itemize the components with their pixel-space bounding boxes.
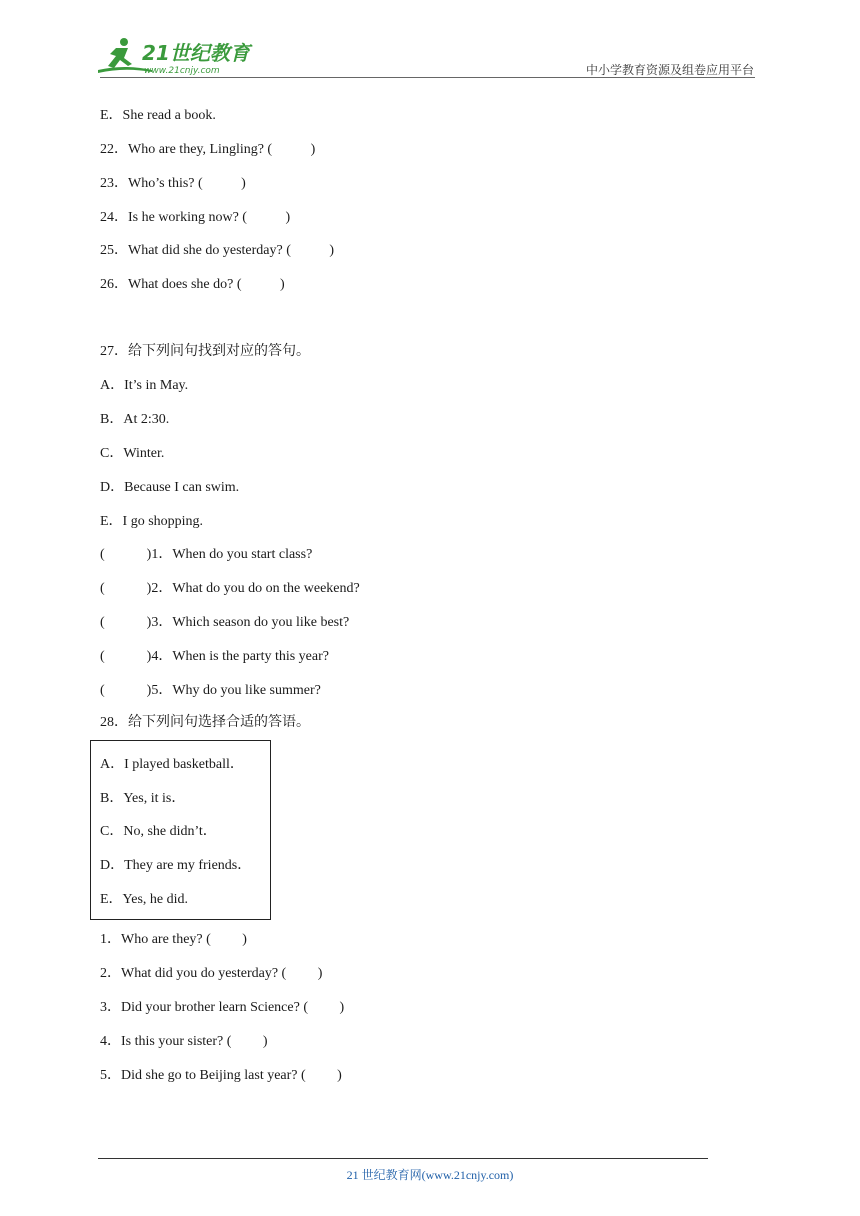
q28-option-e: E．Yes, he did. <box>100 892 189 907</box>
q28-option-d: D．They are my friends． <box>100 858 252 873</box>
q28-item-5: 5．Did she go to Beijing last year? ( ) <box>100 1068 342 1083</box>
header-platform-text: 中小学教育资源及组卷应用平台 <box>585 63 754 77</box>
option-e: E．She read a book. <box>100 108 216 123</box>
q27-option-d: D．Because I can swim. <box>100 480 240 495</box>
footer-link[interactable]: 21 世纪教育网(www.21cnjy.com) <box>346 1168 514 1182</box>
q28-option-b: B．Yes, it is． <box>100 791 186 806</box>
question-26: 26．What does she do? ( ) <box>100 277 285 292</box>
q27-option-a: A．It’s in May. <box>100 378 189 393</box>
logo-url: www.21cnjy.com <box>144 66 220 76</box>
q27-item-5: ( )5．Why do you like summer? <box>100 683 321 698</box>
q28-item-2: 2．What did you do yesterday? ( ) <box>100 966 323 981</box>
q28-item-3: 3．Did your brother learn Science? ( ) <box>100 1000 345 1015</box>
header-divider <box>100 77 755 78</box>
q28-title: 28．给下列问句选择合适的答语。 <box>100 715 310 730</box>
q27-option-e: E．I go shopping. <box>100 514 204 529</box>
question-22: 22．Who are they, Lingling? ( ) <box>100 142 316 157</box>
q28-option-a: A．I played basketball． <box>100 757 244 772</box>
q27-title: 27．给下列问句找到对应的答句。 <box>100 344 310 359</box>
logo-text: 21世纪教育 <box>142 41 250 65</box>
q27-item-2: ( )2．What do you do on the weekend? <box>100 581 360 596</box>
q27-option-b: B．At 2:30. <box>100 412 170 427</box>
q27-item-3: ( )3．Which season do you like best? <box>100 615 350 630</box>
q28-item-4: 4．Is this your sister? ( ) <box>100 1034 268 1049</box>
footer-divider <box>98 1158 708 1159</box>
question-25: 25．What did she do yesterday? ( ) <box>100 243 335 258</box>
question-23: 23．Who’s this? ( ) <box>100 176 246 191</box>
q27-item-4: ( )4．When is the party this year? <box>100 649 329 664</box>
q27-item-1: ( )1．When do you start class? <box>100 547 313 562</box>
question-24: 24．Is he working now? ( ) <box>100 210 291 225</box>
q28-item-1: 1．Who are they? ( ) <box>100 932 247 947</box>
q27-option-c: C．Winter. <box>100 446 165 461</box>
q28-option-c: C．No, she didn’t． <box>100 824 217 839</box>
site-logo <box>94 36 264 78</box>
